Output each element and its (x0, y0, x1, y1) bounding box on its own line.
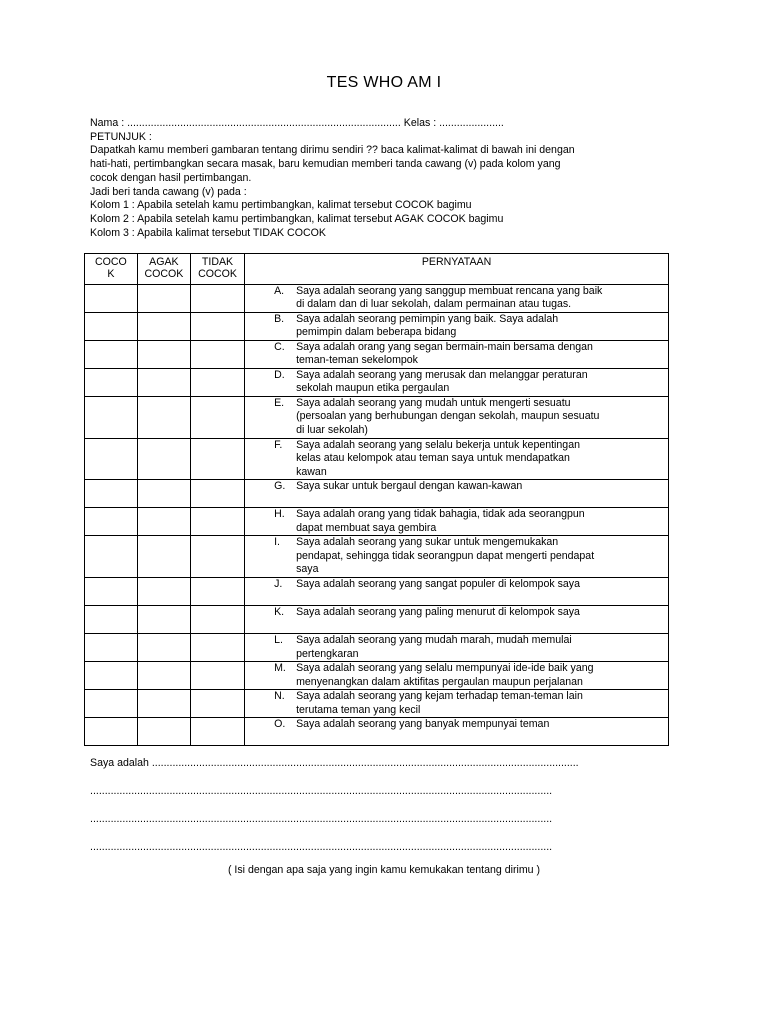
header-pernyataan (245, 254, 669, 285)
statement-text: di luar sekolah) (296, 423, 368, 436)
statement-text: kawan (296, 465, 327, 478)
page-title: TES WHO AM I (326, 74, 442, 91)
statement-text: pemimpin dalam beberapa bidang (296, 326, 457, 339)
checkbox-cocok[interactable] (85, 606, 138, 634)
statement-text: Saya adalah seorang yang selalu mempunyai ide-ide baik yang (296, 662, 594, 675)
statement-letter (245, 452, 296, 465)
statement-text: di dalam dan di luar sekolah, dalam permainan atau tugas. (296, 298, 572, 311)
checkbox-tidak-cocok[interactable] (190, 606, 244, 634)
petunjuk-line: Dapatkah kamu memberi gambaran tentang dirimu sendiri ?? baca kalimat-kalimat di bawah ini dengan (90, 144, 575, 157)
table-row (85, 508, 669, 536)
checkbox-agak-cocok[interactable] (137, 718, 190, 746)
statement-text: teman-teman sekelompok (296, 354, 418, 367)
table-row (85, 480, 669, 508)
statement-line (245, 326, 668, 339)
closing-section (90, 757, 675, 869)
statement-letter (245, 354, 296, 367)
statement-line (245, 298, 668, 311)
statement-text: Saya adalah seorang yang paling menurut di kelompok saya (296, 606, 580, 619)
statement-text: Saya adalah seorang yang merusak dan melanggar peraturan (296, 369, 588, 381)
table-row (85, 690, 669, 718)
table-row (85, 578, 669, 606)
checkbox-agak-cocok[interactable] (137, 578, 190, 606)
statement-text: Saya adalah seorang yang sanggup membuat rencana yang baik (296, 285, 603, 297)
kolom-line: Kolom 2 : Apabila setelah kamu pertimbangkan, kalimat tersebut AGAK COCOK bagimu (90, 212, 504, 225)
checkbox-tidak-cocok[interactable] (190, 508, 244, 536)
checkbox-cocok[interactable] (85, 634, 138, 662)
statement-line (245, 606, 668, 619)
checkbox-cocok[interactable] (85, 662, 138, 690)
statement-letter (245, 648, 296, 661)
checkbox-tidak-cocok[interactable] (190, 397, 244, 439)
petunjuk-line: hati-hati, pertimbangkan secara masak, baru kemudian memberi tanda cawang (v) pada kolom yang (90, 158, 561, 171)
statement-line (245, 466, 668, 479)
closing-note: ( Isi dengan apa saja yang ingin kamu kemukakan tentang dirimu ) (227, 864, 541, 876)
statement-letter: H. (274, 508, 285, 521)
statement-text: terutama teman yang kecil (296, 703, 421, 716)
kolom-line: Kolom 3 : Apabila kalimat tersebut TIDAK COCOK (90, 226, 326, 239)
statement-line (245, 480, 668, 493)
statement-letter (245, 382, 296, 395)
table-row (85, 341, 669, 369)
statement-letter: M. (274, 662, 286, 675)
checkbox-cocok[interactable] (85, 578, 138, 606)
header-agak-cocok (137, 254, 190, 285)
header-line: K (107, 268, 115, 280)
statement-line (245, 410, 668, 423)
statement-letter: J. (274, 578, 283, 591)
checkbox-cocok[interactable] (85, 439, 138, 480)
jadi-line: Jadi beri tanda cawang (v) pada : (90, 185, 247, 198)
statement-cell (245, 606, 669, 634)
statement-text: saya (296, 563, 319, 576)
statement-text: Saya adalah seorang pemimpin yang baik. Saya adalah (296, 313, 559, 325)
statement-line (245, 690, 668, 703)
statement-line (245, 354, 668, 367)
statement-letter: I. (274, 536, 280, 549)
statement-text: Saya adalah seorang yang sukar untuk mengemukakan (296, 536, 559, 549)
statement-cell (245, 480, 669, 508)
statement-line (245, 704, 668, 717)
checkbox-tidak-cocok[interactable] (190, 480, 244, 508)
statement-letter (245, 424, 296, 437)
statement-cell (245, 690, 669, 718)
statement-cell (245, 578, 669, 606)
statement-text: Saya adalah seorang yang banyak mempunyai teman (296, 718, 550, 731)
header-line: PERNYATAAN (421, 256, 492, 268)
statement-text: pendapat, sehingga tidak seorangpun dapat mengerti pendapat (296, 549, 595, 562)
statement-line (245, 369, 668, 382)
statement-letter (245, 563, 296, 576)
table-row (85, 369, 669, 397)
statement-text: (persoalan yang berhubungan dengan sekolah, maupun sesuatu (296, 410, 600, 423)
statement-line (245, 285, 668, 298)
statement-line (245, 424, 668, 437)
statement-cell (245, 634, 669, 662)
checkbox-tidak-cocok[interactable] (190, 313, 244, 341)
table-row (85, 439, 669, 480)
statement-text: Saya adalah seorang yang mudah untuk mengerti sesuatu (296, 397, 571, 409)
statement-cell (245, 508, 669, 536)
header-cocok (85, 254, 138, 285)
statement-letter: N. (274, 690, 285, 703)
table-row (85, 662, 669, 690)
statement-text: dapat membuat saya gembira (296, 521, 437, 534)
checkbox-cocok[interactable] (85, 341, 138, 369)
statement-line (245, 522, 668, 535)
statement-line (245, 634, 668, 647)
petunjuk-line: cocok dengan hasil pertimbangan. (90, 171, 252, 184)
header-line: COCO (95, 256, 127, 268)
statement-text: Saya adalah seorang yang mudah marah, mudah memulai (296, 634, 572, 647)
statement-text: sekolah maupun etika pergaulan (296, 382, 450, 395)
statement-letter (245, 522, 296, 535)
statement-letter (245, 550, 296, 563)
table-row (85, 606, 669, 634)
statement-line (245, 662, 668, 675)
statement-letter: O. (274, 718, 286, 731)
statement-letter (245, 298, 296, 311)
table-row (85, 285, 669, 313)
statement-line (245, 382, 668, 395)
answer-line[interactable]: ............................................................................................................................................................. (90, 813, 553, 825)
statement-text: Saya adalah seorang yang kejam terhadap teman-teman lain (296, 690, 583, 703)
checkbox-cocok[interactable] (85, 397, 138, 439)
checkbox-agak-cocok[interactable] (137, 285, 190, 313)
statement-letter: E. (274, 397, 285, 409)
checkbox-agak-cocok[interactable] (137, 662, 190, 690)
answer-line[interactable]: Saya adalah ................................................................................................................................................. (90, 757, 579, 769)
statement-line (245, 508, 668, 521)
statement-cell (245, 439, 669, 480)
checkbox-cocok[interactable] (85, 508, 138, 536)
checkbox-cocok[interactable] (85, 313, 138, 341)
checkbox-tidak-cocok[interactable] (190, 662, 244, 690)
table-row (85, 397, 669, 439)
checkbox-cocok[interactable] (85, 285, 138, 313)
checkbox-tidak-cocok[interactable] (190, 285, 244, 313)
checkbox-tidak-cocok[interactable] (190, 578, 244, 606)
checkbox-agak-cocok[interactable] (137, 508, 190, 536)
statement-letter: F. (274, 439, 283, 451)
statement-line (245, 578, 668, 591)
name-class-line: Nama : ............................................................................................. Kelas : ...................... (90, 117, 504, 129)
statement-line (245, 648, 668, 661)
statement-letter: K. (274, 606, 285, 619)
table-row (85, 313, 669, 341)
statement-letter: B. (274, 313, 285, 325)
statement-line (245, 397, 668, 410)
statement-line (245, 536, 668, 549)
statement-cell (245, 718, 669, 746)
statement-text: kelas atau kelompok atau teman saya untuk mendapatkan (296, 452, 570, 465)
checkbox-cocok[interactable] (85, 369, 138, 397)
statement-letter: A. (274, 285, 285, 297)
checkbox-agak-cocok[interactable] (137, 397, 190, 439)
statement-letter: L. (274, 634, 283, 647)
statement-text: Saya sukar untuk bergaul dengan kawan-kawan (296, 480, 523, 493)
checkbox-agak-cocok[interactable] (137, 369, 190, 397)
checkbox-tidak-cocok[interactable] (190, 439, 244, 480)
instructions (90, 117, 690, 240)
checkbox-agak-cocok[interactable] (137, 634, 190, 662)
header-line: TIDAK (201, 256, 234, 268)
statement-line (245, 550, 668, 563)
statement-text: menyenangkan dalam aktifitas pergaulan maupun perjalanan (296, 675, 583, 688)
statement-text: Saya adalah orang yang tidak bahagia, tidak ada seorangpun (296, 508, 585, 521)
checkbox-cocok[interactable] (85, 480, 138, 508)
checkbox-tidak-cocok[interactable] (190, 718, 244, 746)
statement-line (245, 452, 668, 465)
statement-letter (245, 676, 296, 689)
statement-text: pertengkaran (296, 647, 359, 660)
answer-line[interactable]: ............................................................................................................................................................. (90, 841, 553, 853)
statement-line (245, 676, 668, 689)
statement-text: Saya adalah seorang yang selalu bekerja untuk kepentingan (296, 439, 580, 451)
table-row (85, 536, 669, 578)
statement-cell (245, 285, 669, 313)
statement-cell (245, 397, 669, 439)
kolom-line: Kolom 1 : Apabila setelah kamu pertimbangkan, kalimat tersebut COCOK bagimu (90, 199, 472, 212)
statement-line (245, 313, 668, 326)
checkbox-tidak-cocok[interactable] (190, 341, 244, 369)
statement-letter (245, 704, 296, 717)
checkbox-tidak-cocok[interactable] (190, 369, 244, 397)
header-line: COCOK (144, 268, 184, 280)
statement-line (245, 563, 668, 576)
answer-line[interactable]: ............................................................................................................................................................. (90, 785, 553, 797)
checkbox-agak-cocok[interactable] (137, 439, 190, 480)
statement-letter: G. (274, 480, 286, 493)
header-line: AGAK (149, 256, 179, 268)
checkbox-tidak-cocok[interactable] (190, 536, 244, 578)
statement-cell (245, 662, 669, 690)
petunjuk-label: PETUNJUK : (90, 130, 152, 143)
checkbox-agak-cocok[interactable] (137, 480, 190, 508)
checkbox-cocok[interactable] (85, 690, 138, 718)
statement-line (245, 341, 668, 354)
checkbox-agak-cocok[interactable] (137, 313, 190, 341)
checkbox-tidak-cocok[interactable] (190, 690, 244, 718)
table-row (85, 634, 669, 662)
statement-cell (245, 369, 669, 397)
checkbox-cocok[interactable] (85, 536, 138, 578)
statement-table (84, 253, 669, 746)
statement-letter (245, 466, 296, 479)
statement-letter (245, 326, 296, 339)
checkbox-cocok[interactable] (85, 718, 138, 746)
statement-text: Saya adalah orang yang segan bermain-main bersama dengan (296, 341, 593, 353)
header-tidak-cocok (190, 254, 244, 285)
table-row (85, 718, 669, 746)
statement-line (245, 718, 668, 731)
checkbox-tidak-cocok[interactable] (190, 634, 244, 662)
statement-letter (245, 410, 296, 423)
checkbox-agak-cocok[interactable] (137, 536, 190, 578)
statement-cell (245, 536, 669, 578)
statement-letter: C. (274, 341, 285, 353)
checkbox-agak-cocok[interactable] (137, 690, 190, 718)
checkbox-agak-cocok[interactable] (137, 606, 190, 634)
table-header-row (85, 254, 669, 285)
statement-line (245, 439, 668, 452)
checkbox-agak-cocok[interactable] (137, 341, 190, 369)
statement-cell (245, 341, 669, 369)
statement-cell (245, 313, 669, 341)
statement-letter: D. (274, 369, 285, 381)
statement-text: Saya adalah seorang yang sangat populer di kelompok saya (296, 578, 580, 591)
header-line: COCOK (198, 268, 237, 280)
